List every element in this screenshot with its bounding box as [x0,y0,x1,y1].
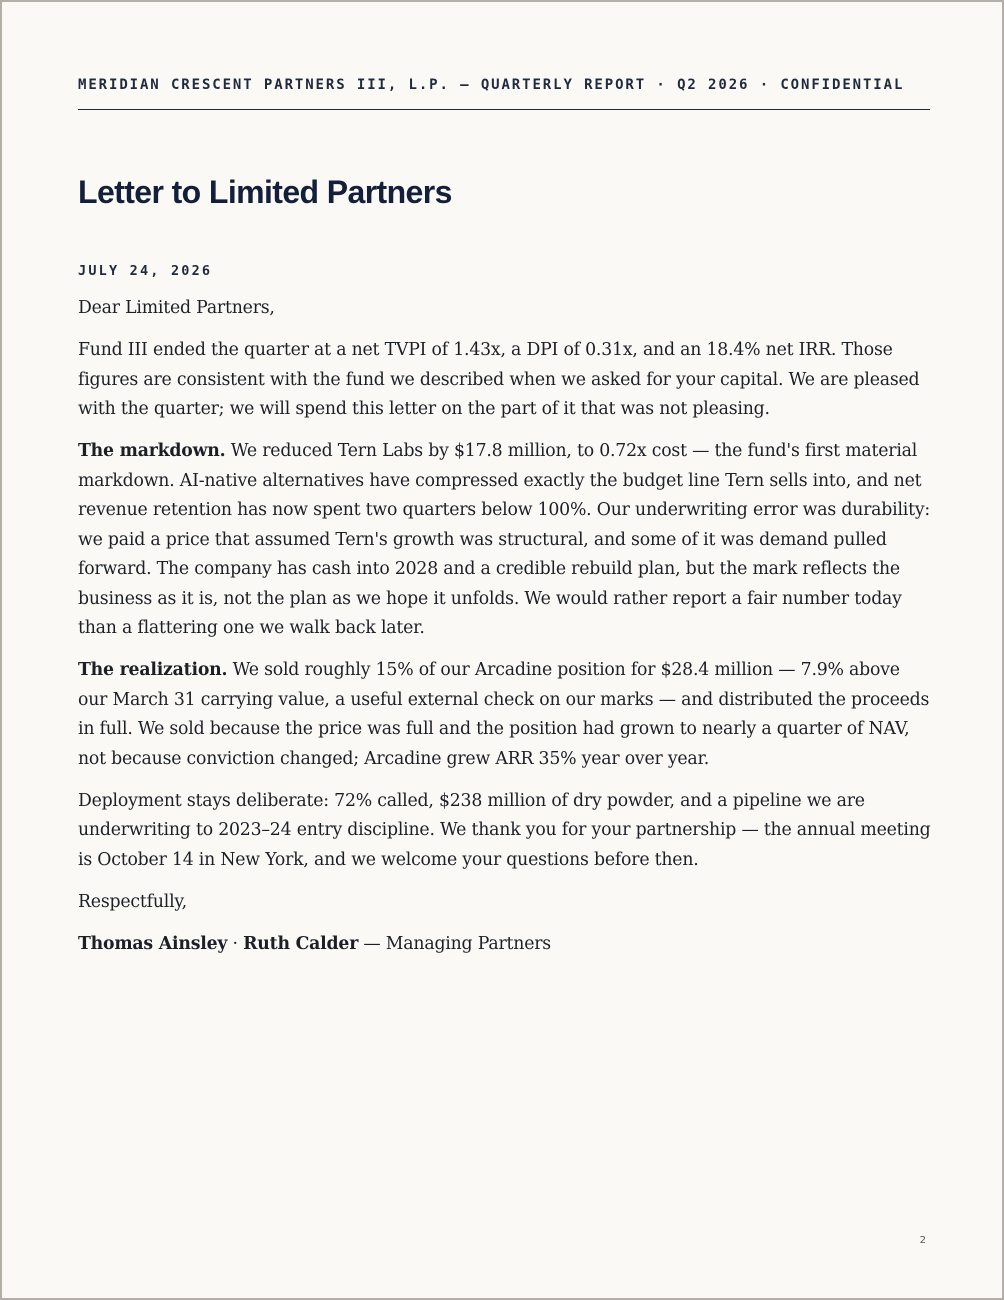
intro-paragraph: Fund III ended the quarter at a net TVPI of 1.43x, a DPI of 0.31x, and an 18.4% net IRR. Those figures are consistent with the fund we described when we asked for your capital. We are pleased with the quarter; we will spend this letter on the part of it that was not pleasing. [78,340,920,419]
page-number: 2 [919,1235,926,1246]
salutation: Dear Limited Partners, [78,298,275,318]
closing-line: Respectfully, [78,891,187,912]
realization-text: We sold roughly 15% of our Arcadine position for $28.4 million — 7.9% above our March 31 carrying value, a useful external check on our marks — and distributed the proceeds in full. We sold because the price was full and the position had grown to nearly a quarter of NAV, not because conviction changed; Arcadine grew ARR 35% year over year. [78,660,930,769]
running-header: MERIDIAN CRESCENT PARTNERS III, L.P. — QUARTERLY REPORT · Q2 2026 · CONFIDENTIAL [78,74,930,110]
signatory-calder: Ruth Calder [243,933,359,954]
markdown-paragraph [78,437,934,644]
letter-body [78,260,934,972]
markdown-text: We reduced Tern Labs by $17.8 million, to 0.72x cost — the fund's first material markdown. AI-native alternatives have compressed exactly the budget line Tern sells into, and net revenue retention has now spent two quarters below 100%. Our underwriting error was durability: we paid a price that assumed Tern's growth was structural, and some of it was demand pulled forward. The company has cash into 2028 and a credible rebuild plan, but the mark reflects the business as it is, not the plan as we hope it unfolds. We would rather report a fair number today than a flattering one we walk back later. [78,441,931,638]
markdown-lead: The markdown. [78,441,226,461]
realization-lead: The realization. [78,660,228,680]
page-title: Letter to Limited Partners [78,174,452,210]
signatory-role: — Managing Partners [358,933,551,954]
letter-date: JULY 24, 2026 [78,263,213,279]
deployment-paragraph: Deployment stays deliberate: 72% called, $238 million of dry powder, and a pipeline we are underwriting to 2023–24 entry discipline. We thank you for your partnership — the annual meeting is October 14 in New York, and we welcome your questions before then. [78,790,931,870]
signatory-ainsley: Thomas Ainsley [78,933,228,954]
signature-line [78,930,934,960]
signatory-separator: · [227,933,244,954]
realization-paragraph [78,656,934,774]
